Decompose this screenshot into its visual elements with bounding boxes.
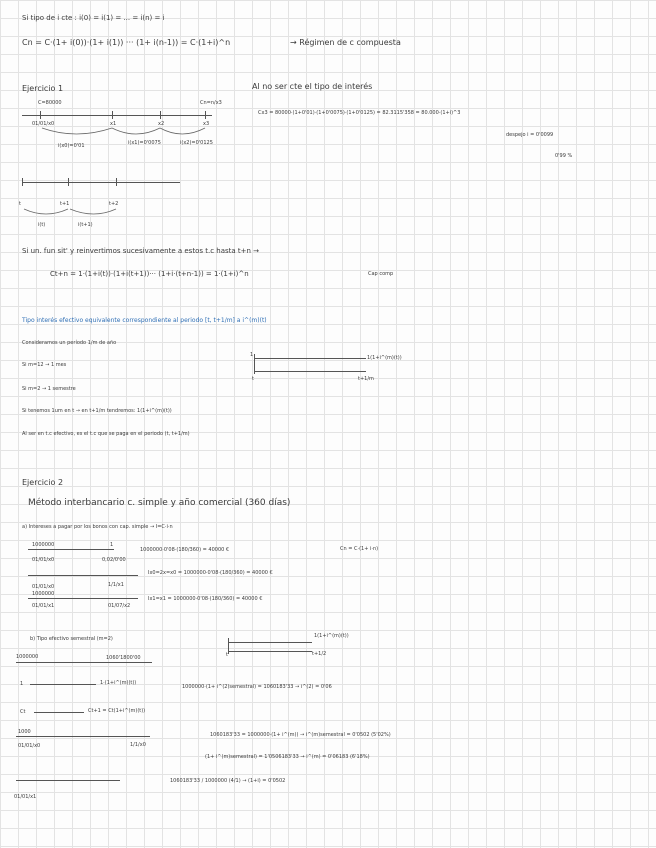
b-diagram-tick — [228, 638, 229, 654]
bullet-effective: Al ser en t.c efectivo, es el t.c que se paga en el periodo (t, t+1/m) — [22, 431, 190, 437]
a1-timeline — [28, 549, 114, 550]
bullet-period: Consideramos un período 1/m de año — [22, 340, 117, 346]
part-b-title: b) Tipo efectivo semestral (m=2) — [30, 636, 113, 642]
ej1-tick — [160, 111, 161, 119]
m-diagram-t: t — [252, 376, 254, 382]
t-timeline — [22, 182, 180, 183]
a3-date-1: 01/01/x1 — [32, 603, 55, 609]
part-a-title: a) Intereses a pagar por los bonos con cap. simple → I=C·i·n — [22, 524, 173, 530]
a3-interest: Ix1=x1 = 1000000·0'08·(180/360) = 40000 € — [148, 596, 263, 602]
ej1-note: Al no ser cte el tipo de interés — [252, 82, 373, 91]
b-line-arrow — [30, 684, 96, 685]
m-diagram-tick — [254, 354, 255, 374]
t-brackets — [22, 208, 122, 220]
ej1-tick — [205, 111, 206, 119]
exercise-2-title: Ejercicio 2 — [22, 478, 64, 487]
t2-label: t+2 — [109, 201, 119, 207]
a3-date-2: 01/07/x2 — [108, 603, 131, 609]
a3-amount: 1000000 — [32, 591, 55, 597]
t-tick — [116, 178, 117, 186]
bullet-unit: Si tenemos 1um en t → en t+1/m tendremos: 1(1+i^(m)(t)) — [22, 408, 172, 414]
t1-label: t+1 — [60, 201, 70, 207]
t-label: t — [19, 201, 21, 207]
exercise-1-title: Ejercicio 1 — [22, 84, 64, 93]
c-arrow — [34, 712, 84, 713]
bullet-semester: Si m=2 → 1 semestre — [22, 386, 76, 392]
ej1-brackets — [40, 126, 210, 140]
b-diagram-t: t — [226, 652, 228, 658]
bullet-month: Si m=12 → 1 mes — [22, 362, 67, 368]
m-diagram-top — [254, 358, 366, 359]
b-diagram-top — [228, 642, 312, 643]
a1-n: 1 — [110, 542, 114, 548]
c-bottom-date: 01/01/x1 — [14, 794, 37, 800]
compound-formula: Cn = C·(1+ i(0))·(1+ i(1)) ··· (1+ i(n-1)) = C·(1+i)^n — [22, 38, 231, 47]
a1-date-2: 0,02/0'00 — [102, 557, 126, 563]
c-date: 01/01/x0 — [18, 743, 41, 749]
b-amount: 1000000 — [16, 654, 39, 660]
b-diagram-right: 1(1+i^(m)(t)) — [314, 633, 349, 639]
a3-timeline — [28, 598, 138, 599]
c-amount: 1000 — [18, 729, 31, 735]
a1-calc: 1000000·0'08·(180/360) = 40000 € — [140, 547, 230, 553]
t-tick — [68, 178, 69, 186]
ej1-formula: Cx3 = 80000·(1+0'01)·(1+0'0075)·(1+0'0125) = 82.3115'358 = 80.000·(1+i)^3 — [258, 110, 461, 116]
b-line-1: 1 — [20, 681, 24, 687]
c-date-2: 1/1/x0 — [130, 742, 146, 748]
t-rate-2: i(t+1) — [78, 222, 93, 228]
a1-amount: 1000000 — [32, 542, 55, 548]
a2-date-2: 1/1/x1 — [108, 582, 124, 588]
b-diagram-bottom — [228, 651, 312, 652]
b-amount-2: 1060'1800'00 — [106, 655, 141, 661]
ej1-timeline — [22, 115, 212, 116]
m-diagram-left: 1 — [250, 352, 254, 358]
b-timeline — [16, 662, 152, 663]
ej1-rate-2: i(x1)=0'0075 — [128, 140, 161, 146]
c-ct: Ct — [20, 709, 26, 715]
effective-rate-title: Tipo interés efectivo equivalente correspondiente al periodo [t, t+1/m] a i^(m)(t) — [22, 317, 267, 324]
b-calc: 1000000·(1+ i^(2)semestral) = 1060183'33 → i^(2) = 0'06 — [182, 684, 332, 690]
a2-date-1: 01/01/x0 — [32, 584, 55, 590]
ej1-rate-3: i(x2)=0'0125 — [180, 140, 213, 146]
c-formula-2: (1+ i^(m)semestral) = 1'0506183'33 → i^(m) = 0'06183 (6'18%) — [205, 754, 370, 760]
c-formula-1: 1060183'33 = 1000000·(1+ i^(m)) → i^(m)semestral = 0'0502 (5'02%) — [210, 732, 391, 738]
b-line-2: 1·(1+i^(m)(t)) — [100, 680, 137, 686]
c-bottom-line — [16, 780, 120, 781]
ej1-cn: Cn=n/x3 — [200, 100, 222, 106]
m-diagram-tm: t+1/m — [358, 376, 374, 382]
ej1-solve: despejo i = 0'0099 — [506, 132, 554, 138]
ej1-x1: x1 — [110, 121, 117, 127]
ej1-date: 01/01/x0 — [32, 121, 55, 127]
m-diagram-bottom — [254, 371, 366, 372]
ej1-tick — [112, 111, 113, 119]
c-ct1: Ct+1 = Ct(1+i^(m)(t)) — [88, 708, 146, 714]
c-timeline — [16, 736, 150, 737]
t-tick — [22, 178, 23, 186]
ej1-x2: x2 — [158, 121, 165, 127]
regime-label: → Régimen de c compuesta — [290, 38, 401, 47]
t-rate-1: i(t) — [38, 222, 46, 228]
reinvest-tag: Cap comp — [368, 271, 394, 277]
b-diagram-tm: t+1/2 — [312, 651, 327, 657]
reinvest-formula: Ct+n = 1·(1+i(t))·(1+i(t+1))··· (1+i·(t+n-1)) = 1·(1+i)^n — [50, 270, 249, 278]
a2-interest: Ix0=2x=x0 = 1000000·0'08·(180/360) = 40000 € — [148, 570, 273, 576]
ej1-rate-1: i(x0)=0'01 — [58, 143, 85, 149]
exercise-2-subtitle: Método interbancario c. simple y año comercial (360 días) — [28, 498, 291, 508]
condition-line: Si tipo de i cte : i(0) = i(1) = ... = i(n) = i — [22, 14, 165, 22]
ej1-x3: x3 — [203, 121, 210, 127]
a1-date-1: 01/01/x0 — [32, 557, 55, 563]
ej1-capital: C=80000 — [38, 100, 62, 106]
reinvest-text: Si un. fun sit' y reinvertimos sucesivamente a estos t.c hasta t+n → — [22, 247, 260, 255]
ej1-percent: 0'99 % — [555, 153, 573, 159]
a2-timeline — [28, 575, 138, 576]
c-formula-3: 1060183'33 / 1000000 (4/1) → (1+i) = 0'0502 — [170, 778, 286, 784]
a1-cn: Cn = C·(1+ i·n) — [340, 546, 379, 552]
m-diagram-right: 1(1+i^(m)(t)) — [367, 355, 402, 361]
ej1-tick — [40, 111, 41, 119]
